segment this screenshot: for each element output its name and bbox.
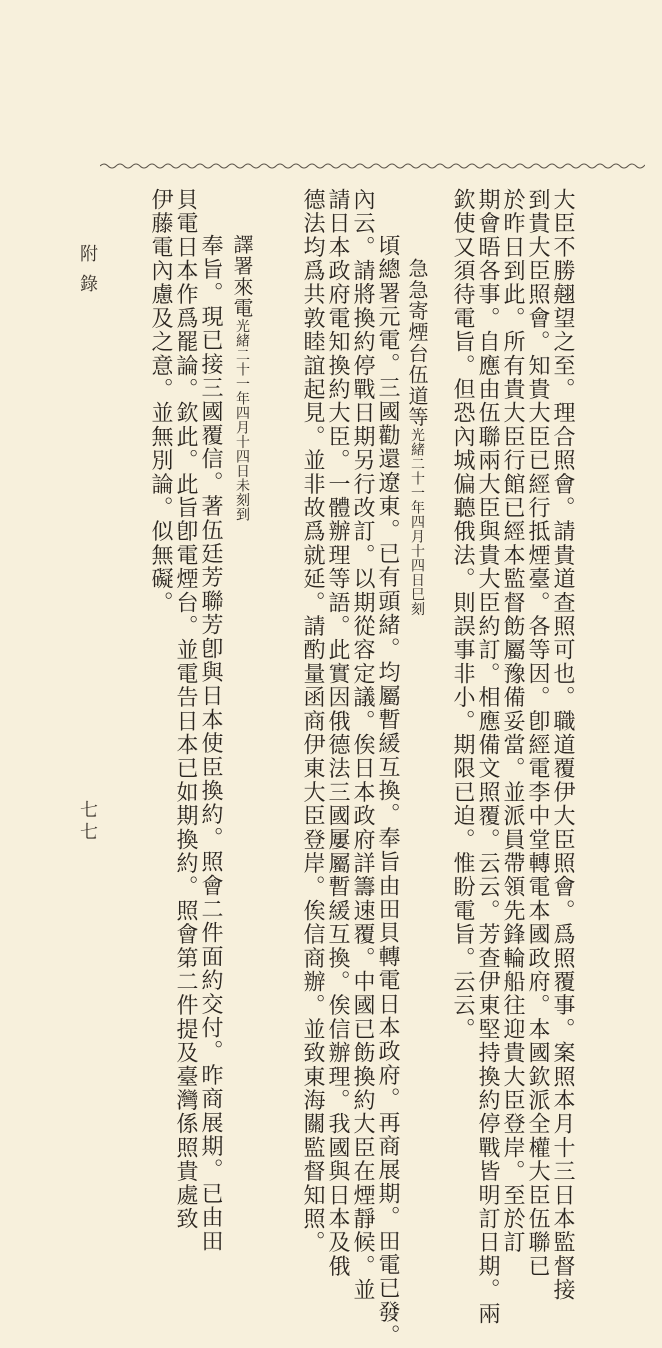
text-column-4: 期會晤各事。自應由伍聯兩大臣與貴大臣約訂。相應備文照覆。云云。芳查伊東堅持換約停戰皆明訂日期。兩	[475, 188, 500, 1326]
telegram-heading-1-title: 急急寄煙台伍道等	[405, 258, 429, 428]
text-column-2: 到貴大臣照會。知貴大臣已經行抵煙臺。各等因。卽經電李中堂轉電本國政府。本國欽派全權大臣伍聯已	[525, 188, 550, 1279]
text-column-1: 大臣不勝翹望之至。理合照會。請貴道查照可也。職道覆伊大臣照會。爲照覆事。案照本月十三日本監督接	[550, 188, 575, 1302]
text-column-12: 奉旨。現已接三國覆信。著伍廷芳聯芳卽與日本使臣換約。照會二件面約交付。昨商展期。已由田	[198, 234, 223, 1254]
wavy-rule	[100, 160, 645, 172]
telegram-heading-2-date: 光緒二十一年四月十四日未刻到	[234, 318, 250, 522]
telegram-heading-2	[230, 234, 254, 522]
text-column-8: 內云。請將換約停戰日期另行改訂。以期從容定議。俟日本政府詳籌速覆。中國已飭換約大臣在煙靜候。並	[350, 188, 375, 1302]
telegram-heading-2-title: 譯署來電	[230, 234, 254, 319]
text-column-9: 請日本政府電知換約大臣。一體辦理等語。此實因俄德法三國屢屬暫緩互換。俟信辦理。我國與日本及俄	[325, 188, 350, 1279]
telegram-heading-1	[405, 258, 429, 616]
telegram-heading-1-date: 光緒二十一年四月十四日巳刻	[409, 427, 425, 617]
text-column-5: 欽使又須待電旨。但恐內城偏聽俄法。則誤事非小。期限已迫。惟盼電旨。云云。	[450, 188, 475, 1042]
text-column-13: 貝電日本作爲罷論。欽此。此旨卽電煙台。並電告日本已如期換約。照會第二件提及臺灣係照貴處致	[173, 188, 198, 1231]
section-label: 附錄	[77, 244, 98, 304]
text-column-7: 頃總署元電。三國勸還遼東。已有頭緒。均屬暫緩互換。奉旨由田貝轉電日本政府。再商展期。田電已發。	[375, 234, 400, 1348]
text-column-10: 德法均爲共敦睦誼起見。並非故爲就延。請酌量函商伊東大臣登岸。俟信商辦。並致東海關監督知照。	[300, 188, 325, 1255]
text-column-14: 伊藤電內慮及之意。並無別論。似無礙。	[148, 188, 173, 615]
page-number: 七七	[77, 800, 98, 844]
text-column-3: 於昨日到此。所有貴大臣行館已經本監督飭屬豫備妥當。並派員帶領先鋒輪船往迎貴大臣登岸。至於訂	[500, 188, 525, 1255]
